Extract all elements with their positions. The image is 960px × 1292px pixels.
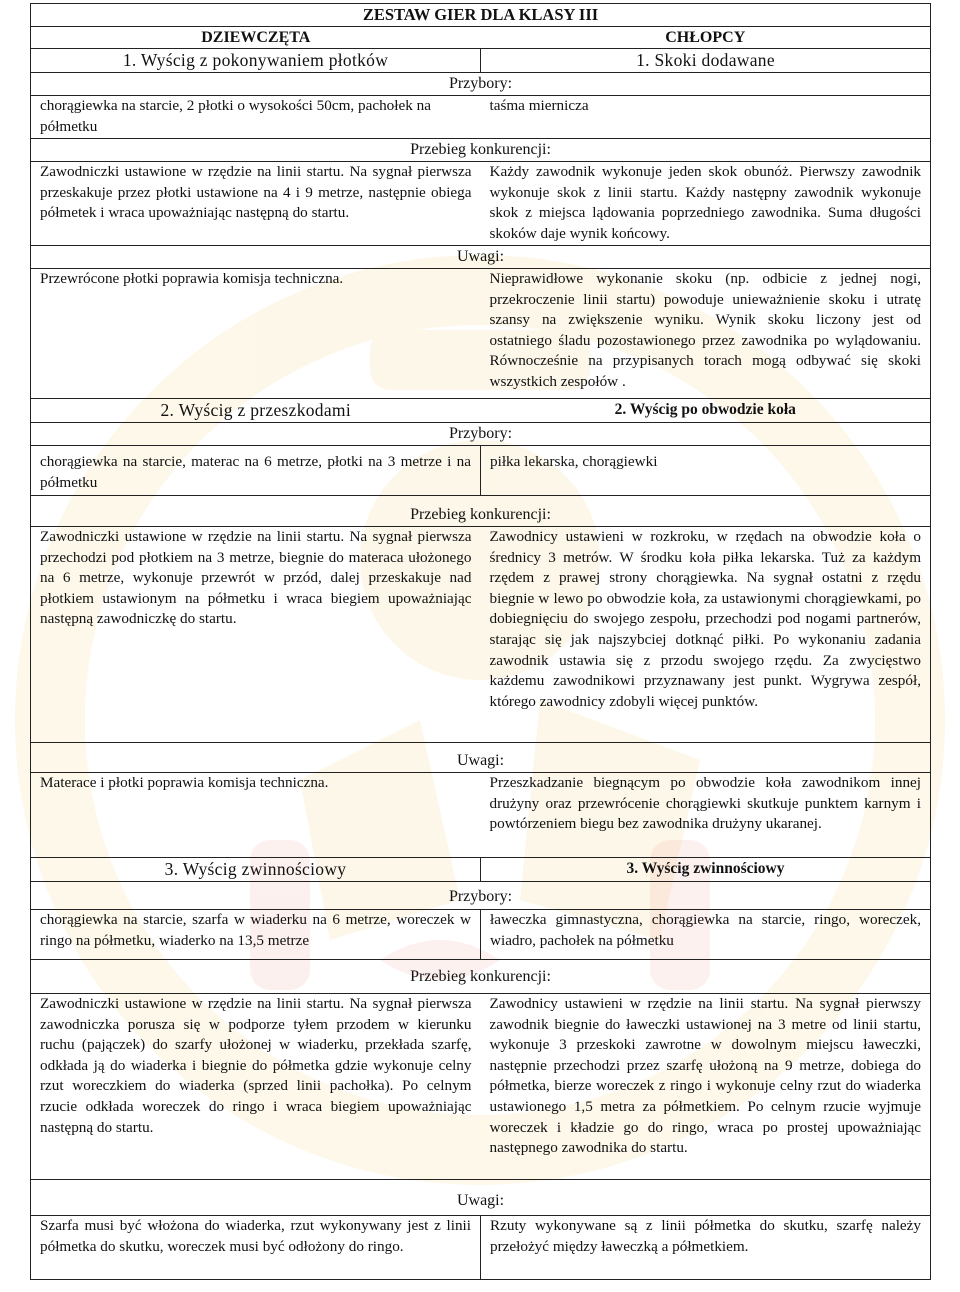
- game-2-boys-course: Zawodnicy ustawieni w rozkroku, w rzędach na obwodzie koła o średnicy 3 metrów. W środku koła piłka lekarska. Tuż za każdym rzędem z prawej strony chorągiewka. Na sygnał ostatni z rzędu biegnie w lewo po obwodzie koła, za ustawionymi chorągiewkami, po dobiegnięciu do swojego zespołu, przechodzi pod nogami partnerów, starając się jak najszybciej dotknąć piłki. Po wykonaniu zadania zawodnik ustawia się z przodu swojego rzędu. Za zwycięstwo każdemu zawodnikowi przyznawany jest punkt. Wygrywa zespół, którego zawodnicy zdobyli więcej punktów.: [481, 527, 931, 743]
- girls-header: DZIEWCZĘTA: [31, 27, 481, 49]
- game-3-boys-notes: Rzuty wykonywane są z linii półmetka do skutku, szarfę należy przełożyć między ławeczką a półmetkiem.: [481, 1216, 931, 1280]
- game-3-girls-course: Zawodniczki ustawione w rzędzie na linii startu. Na sygnał pierwsza zawodniczka porusza się w podporze tyłem przodem w kierunku ruchu (pajączek) do szarfy ułożonej w wiaderku, przekłada szarfę, odkłada ją do wiaderka i biegnie do półmetka gdzie wykonuje celny rzut woreczkiem do wiaderka (sprzed linii pachołka). Po celnym rzucie odkłada woreczek do ringo i wraca biegiem upoważniając następną do startu.: [31, 994, 481, 1180]
- game-1-girls-notes: Przewrócone płotki poprawia komisja techniczna.: [31, 269, 481, 399]
- game-1-boys-equipment: taśma miernicza: [481, 96, 931, 139]
- game-1-notes-label: Uwagi:: [31, 246, 931, 269]
- game-2-boys-notes: Przeszkadzanie biegnącym po obwodzie koła zawodnikom innej drużyny oraz przewrócenie chorągiewki skutkuje punktem karnym i powtórzeniem biegu bez zawodnika drużyny ukaranej.: [481, 773, 931, 858]
- boys-header: CHŁOPCY: [481, 27, 931, 49]
- game-1-course-label: Przebieg konkurencji:: [31, 139, 931, 162]
- game-3-girls-equipment: chorągiewka na starcie, szarfa w wiaderku na 6 metrze, woreczek w ringo na półmetku, wiaderko na 13,5 metrze: [31, 910, 481, 960]
- game-3-course-label: Przebieg konkurencji:: [31, 960, 931, 994]
- game-2-girls-course: Zawodniczki ustawione w rzędzie na linii startu. Na sygnał pierwsza przechodzi pod płotkiem na 3 metrze, biegnie do materaca ułożonego na 6 metrze, wykonuje przewrót w przód, dalej przeskakuje nad płotkiem ustawionym na półmetku i wraca biegiem upoważniając następną zawodniczkę do startu.: [31, 527, 481, 743]
- game-3-equipment-label: Przybory:: [31, 882, 931, 910]
- game-2-notes-label: Uwagi:: [31, 743, 931, 773]
- game-1-boys-course: Każdy zawodnik wykonuje jeden skok obunóż. Pierwszy zawodnik wykonuje skok z linii startu. Każdy następny zawodnik wykonuje skok z miejsca lądowania poprzedniego zawodnika. Suma długości skoków daje wynik końcowy.: [481, 162, 931, 246]
- game-1-boys-title: 1. Skoki dodawane: [481, 49, 931, 73]
- game-3-boys-equipment: ławeczka gimnastyczna, chorągiewka na starcie, ringo, woreczek, wiadro, pachołek na półmetku: [481, 910, 931, 960]
- game-3-notes-label: Uwagi:: [31, 1180, 931, 1216]
- game-3-boys-title: 3. Wyścig zwinnościowy: [481, 858, 931, 882]
- document-title: ZESTAW GIER DLA KLASY III: [31, 4, 931, 27]
- games-table: [30, 3, 931, 1280]
- game-1-equipment-label: Przybory:: [31, 73, 931, 96]
- game-1-girls-equipment: chorągiewka na starcie, 2 płotki o wysokości 50cm, pachołek na półmetku: [31, 96, 481, 139]
- game-2-equipment-label: Przybory:: [31, 423, 931, 446]
- game-2-boys-equipment: piłka lekarska, chorągiewki: [481, 446, 931, 496]
- game-3-boys-course: Zawodnicy ustawieni w rzędzie na linii startu. Na sygnał pierwszy zawodnik biegnie do ławeczki ustawionej na 3 metre od linii startu, wykonuje 3 przeskoki zawrotne w dowolnym miejscu ławeczki, następnie przechodzi przez szarfę ułożoną na 9 metrze, dobiega do półmetka, bierze woreczek z ringo i wykonuje celny rzut do wiaderka ustawionego 1,5 metra za półmetkiem. Po celnym rzucie wyjmuje woreczek i kładzie go do ringo, wraca po prostej upoważniając następnego zawodnika do startu.: [481, 994, 931, 1180]
- game-2-course-label: Przebieg konkurencji:: [31, 496, 931, 527]
- game-2-girls-title: 2. Wyścig z przeszkodami: [31, 399, 481, 423]
- game-1-boys-notes: Nieprawidłowe wykonanie skoku (np. odbicie z jednej nogi, przekroczenie linii startu) powoduje unieważnienie skoku i utratę szansy na zwiększenie wyniku. Wynik skoku liczony jest od ostatniego śladu pozostawionego przez zawodnika po wylądowaniu. Równocześnie na przypisanych torach mogą odbywać się skoki wszystkich zespołów .: [481, 269, 931, 399]
- game-2-girls-notes: Materace i płotki poprawia komisja techniczna.: [31, 773, 481, 858]
- game-1-girls-course: Zawodniczki ustawione w rzędzie na linii startu. Na sygnał pierwsza przeskakuje przez płotki ustawione na 4 i 9 metrze, następnie obiega półmetek i wraca upoważniając następną do startu.: [31, 162, 481, 246]
- game-2-girls-equipment: chorągiewka na starcie, materac na 6 metrze, płotki na 3 metrze i na półmetku: [31, 446, 481, 496]
- game-3-girls-notes: Szarfa musi być włożona do wiaderka, rzut wykonywany jest z linii półmetka do skutku, woreczek musi być odłożony do ringo.: [31, 1216, 481, 1280]
- game-3-girls-title: 3. Wyścig zwinnościowy: [31, 858, 481, 882]
- game-1-girls-title: 1. Wyścig z pokonywaniem płotków: [31, 49, 481, 73]
- game-2-boys-title: 2. Wyścig po obwodzie koła: [481, 399, 931, 423]
